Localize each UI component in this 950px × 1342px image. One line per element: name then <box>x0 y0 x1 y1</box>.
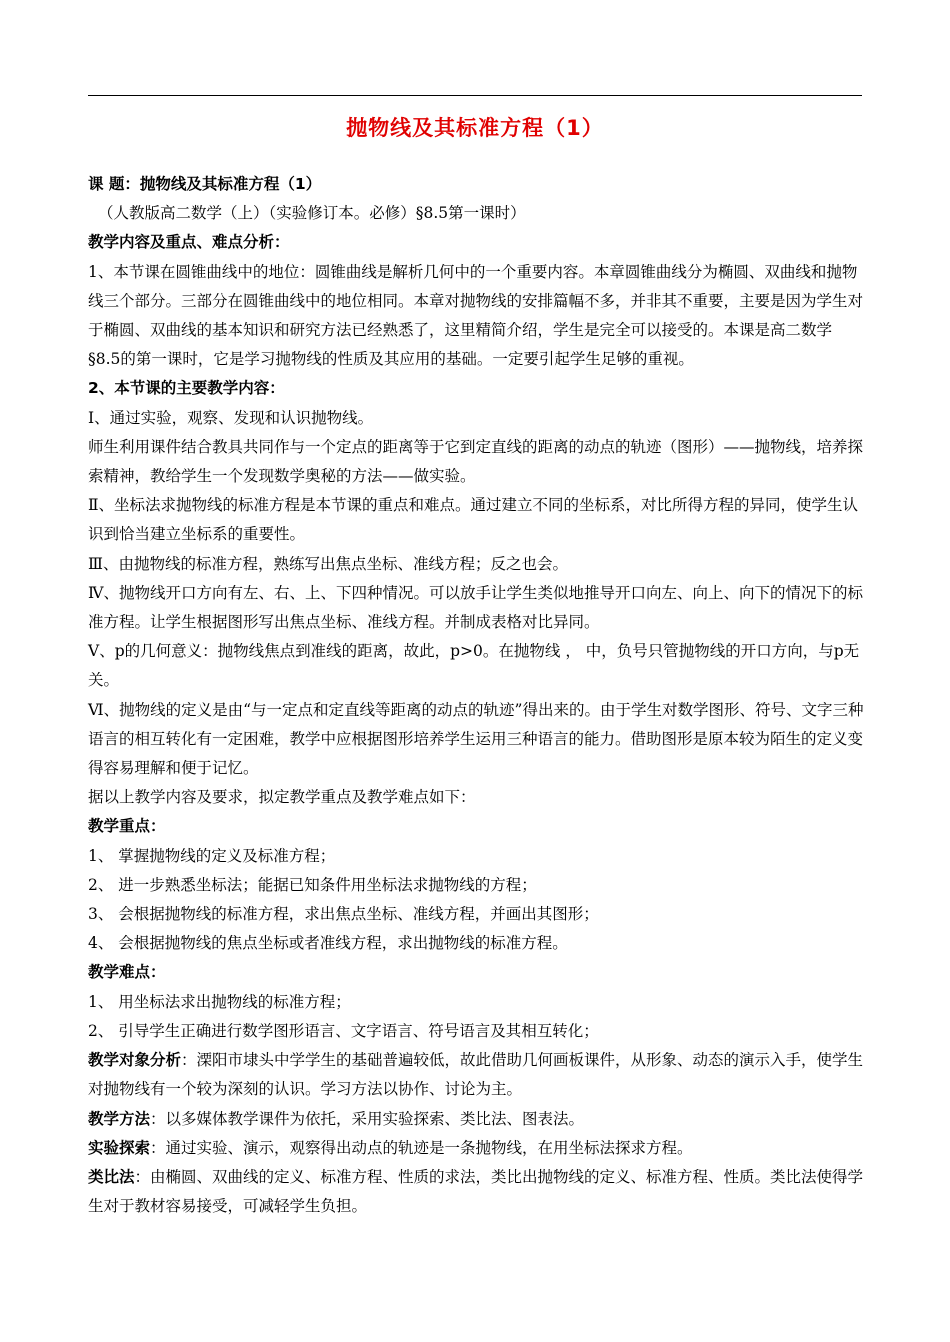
key-point-3: 3、 会根据抛物线的标准方程，求出焦点坐标、准线方程，并画出其图形； <box>88 905 599 924</box>
experiment-text: ：通过实验、演示，观察得出动点的轨迹是一条抛物线，在用坐标法探求方程。 <box>150 1138 693 1157</box>
student-analysis-text: ：溧阳市埭头中学学生的基础普遍较低，故此借助几何画板课件，从形象、动态的演示入手，使学生对抛物线有一个较为深刻的认识。学习方法以协作、讨论为主。 <box>88 1051 864 1099</box>
content-item-5: Ⅴ、p的几何意义：抛物线焦点到准线的距离，故此，p>0。在抛物线 ， 中，负号只管抛物线的开口方向，与p无关。 <box>88 642 860 690</box>
experiment-exploration <box>88 1134 864 1163</box>
header-rule <box>88 95 862 96</box>
analysis-paragraph-1: 1、本节课在圆锥曲线中的地位：圆锥曲线是解析几何中的一个重要内容。本章圆锥曲线分为椭圆、双曲线和抛物线三个部分。三部分在圆锥曲线中的地位相同。本章对抛物线的安排篇幅不多，并非其不重要，主要是因为学生对于椭圆、双曲线的基本知识和研究方法已经熟悉了，这里精简介绍，学生是完全可以接受的。本课是高二数学§8.5的第一课时，它是学习抛物线的性质及其应用的基础。一定要引起学生足够的重视。 <box>88 262 864 369</box>
analogy-method <box>88 1163 864 1221</box>
analysis-heading: 教学内容及重点、难点分析： <box>88 233 290 252</box>
teaching-method-label: 教学方法 <box>88 1109 151 1128</box>
content-summary: 据以上教学内容及要求，拟定教学重点及教学难点如下： <box>88 788 476 807</box>
document-body <box>88 170 864 1221</box>
content-item-2: Ⅱ、坐标法求抛物线的标准方程是本节课的重点和难点。通过建立不同的坐标系，对比所得方程的异同，使学生认识到恰当建立坐标系的重要性。 <box>88 496 859 544</box>
student-analysis-label: 教学对象分析 <box>88 1051 182 1070</box>
student-analysis <box>88 1046 864 1104</box>
page-title: 抛物线及其标准方程（1） <box>346 116 604 140</box>
edition-line: （人教版高二数学（上）（实验修订本。必修）§8.5第一课时） <box>98 204 526 223</box>
content-item-3: Ⅲ、由抛物线的标准方程，熟练写出焦点坐标、准线方程；反之也会。 <box>88 554 568 573</box>
key-point-1: 1、 掌握抛物线的定义及标准方程； <box>88 846 336 865</box>
difficult-point-1: 1、 用坐标法求出抛物线的标准方程； <box>88 992 351 1011</box>
analogy-label: 类比法 <box>88 1167 135 1186</box>
main-content-heading: 2、本节课的主要教学内容： <box>88 379 285 398</box>
key-point-4: 4、 会根据抛物线的焦点坐标或者准线方程，求出抛物线的标准方程。 <box>88 934 568 953</box>
analogy-text: ：由椭圆、双曲线的定义、标准方程、性质的求法，类比出抛物线的定义、标准方程、性质。类比法使得学生对于教材容易接受，可减轻学生负担。 <box>88 1167 864 1216</box>
difficult-point-2: 2、 引导学生正确进行数学图形语言、文字语言、符号语言及其相互转化； <box>88 1021 599 1040</box>
content-item-6: Ⅵ、抛物线的定义是由“与一定点和定直线等距离的动点的轨迹”得出来的。由于学生对数学图形、符号、文字三种语言的相互转化有一定困难，教学中应根据图形培养学生运用三种语言的能力。借助图形是原本较为陌生的定义变得容易理解和便于记忆。 <box>88 700 864 778</box>
teaching-method <box>88 1105 864 1134</box>
key-point-2: 2、 进一步熟悉坐标法；能据已知条件用坐标法求抛物线的方程； <box>88 875 537 894</box>
content-item-4: Ⅳ、抛物线开口方向有左、右、上、下四种情况。可以放手让学生类似地推导开口向左、向上、向下的情况下的标准方程。让学生根据图形写出焦点坐标、准线方程。并制成表格对比异同。 <box>88 583 863 632</box>
content-item-1: Ⅰ、通过实验，观察、发现和认识抛物线。 <box>88 408 374 427</box>
course-line: 课 题：抛物线及其标准方程（1） <box>88 175 322 193</box>
experiment-label: 实验探索 <box>88 1138 151 1157</box>
difficult-points-heading: 教学难点： <box>88 963 166 982</box>
key-points-heading: 教学重点： <box>88 817 166 836</box>
teaching-method-text: ：以多媒体教学课件为依托，采用实验探索、类比法、图表法。 <box>150 1109 585 1128</box>
content-item-1-detail: 师生利用课件结合教具共同作与一个定点的距离等于它到定直线的距离的动点的轨迹（图形）——抛物线，培养探索精神，教给学生一个发现数学奥秘的方法——做实验。 <box>88 437 864 486</box>
